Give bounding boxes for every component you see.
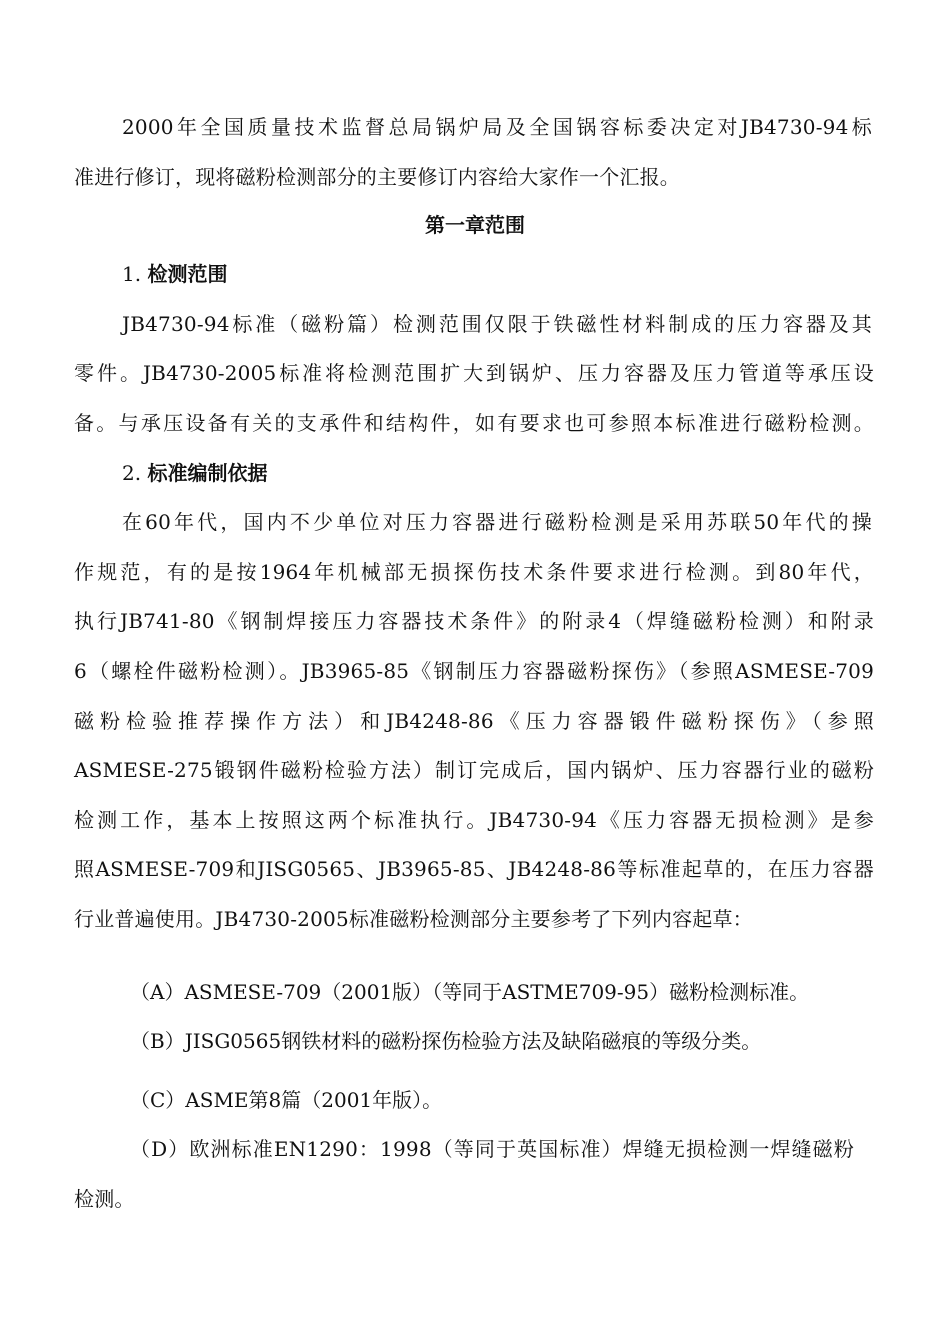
section-2-heading [122, 460, 267, 486]
section-2-line-7: 检测工作，基本上按照这两个标准执行。JB4730-94《压力容器无损检测》是参 [74, 808, 874, 832]
section-2-line-6: ASMESE-275锻钢件磁粉检验方法）制订完成后，国内锅炉、压力容器行业的磁粉 [74, 758, 874, 782]
reference-item-b: （B）JISG0565钢铁材料的磁粉探伤检验方法及缺陷磁痕的等级分类。 [130, 1029, 762, 1053]
section-2-line-8: 照ASMESE-709和JISG0565、JB3965-85、JB4248-86等标准起草的，在压力容器 [74, 857, 874, 881]
section-2-line-4: 6（螺栓件磁粉检测）。JB3965-85《钢制压力容器磁粉探伤》（参照ASMESE-709 [74, 659, 874, 683]
section-2-number: 2. [122, 461, 142, 485]
section-2-line-9: 行业普遍使用。JB4730-2005标准磁粉检测部分主要参考了下列内容起草： [74, 907, 753, 931]
section-2-line-1: 在60年代，国内不少单位对压力容器进行磁粉检测是采用苏联50年代的操 [122, 510, 872, 534]
section-1-number: 1. [122, 262, 142, 286]
section-1-heading [122, 261, 227, 287]
intro-line-2: 准进行修订，现将磁粉检测部分的主要修订内容给大家作一个汇报。 [74, 165, 680, 189]
chapter-title: 第一章范围 [425, 213, 525, 237]
reference-item-d-cont: 检测。 [74, 1187, 135, 1211]
reference-item-d: （D）欧洲标准EN1290：1998（等同于英国标准）焊缝无损检测一焊缝磁粉 [130, 1137, 854, 1161]
section-1-line-3: 备。与承压设备有关的支承件和结构件，如有要求也可参照本标准进行磁粉检测。 [74, 411, 874, 435]
intro-line-1: 2000年全国质量技术监督总局锅炉局及全国锅容标委决定对JB4730-94标 [122, 115, 872, 139]
reference-item-a: （A）ASMESE-709（2001版）（等同于ASTME709-95）磁粉检测标准。 [130, 980, 810, 1004]
section-2-title: 标准编制依据 [147, 461, 268, 485]
section-1-title: 检测范围 [147, 262, 228, 286]
section-1-line-1: JB4730-94标准（磁粉篇）检测范围仅限于铁磁性材料制成的压力容器及其 [122, 312, 872, 336]
section-2-line-2: 作规范，有的是按1964年机械部无损探伤技术条件要求进行检测。到80年代， [74, 560, 874, 584]
reference-item-c: （C）ASME第8篇（2001年版）。 [130, 1088, 443, 1112]
section-1-line-2: 零件。JB4730-2005标准将检测范围扩大到锅炉、压力容器及压力管道等承压设 [74, 361, 874, 385]
section-2-line-3: 执行JB741-80《钢制焊接压力容器技术条件》的附录4（焊缝磁粉检测）和附录 [74, 609, 874, 633]
section-2-line-5: 磁粉检验推荐操作方法）和JB4248-86《压力容器锻件磁粉探伤》（参照 [74, 709, 874, 733]
